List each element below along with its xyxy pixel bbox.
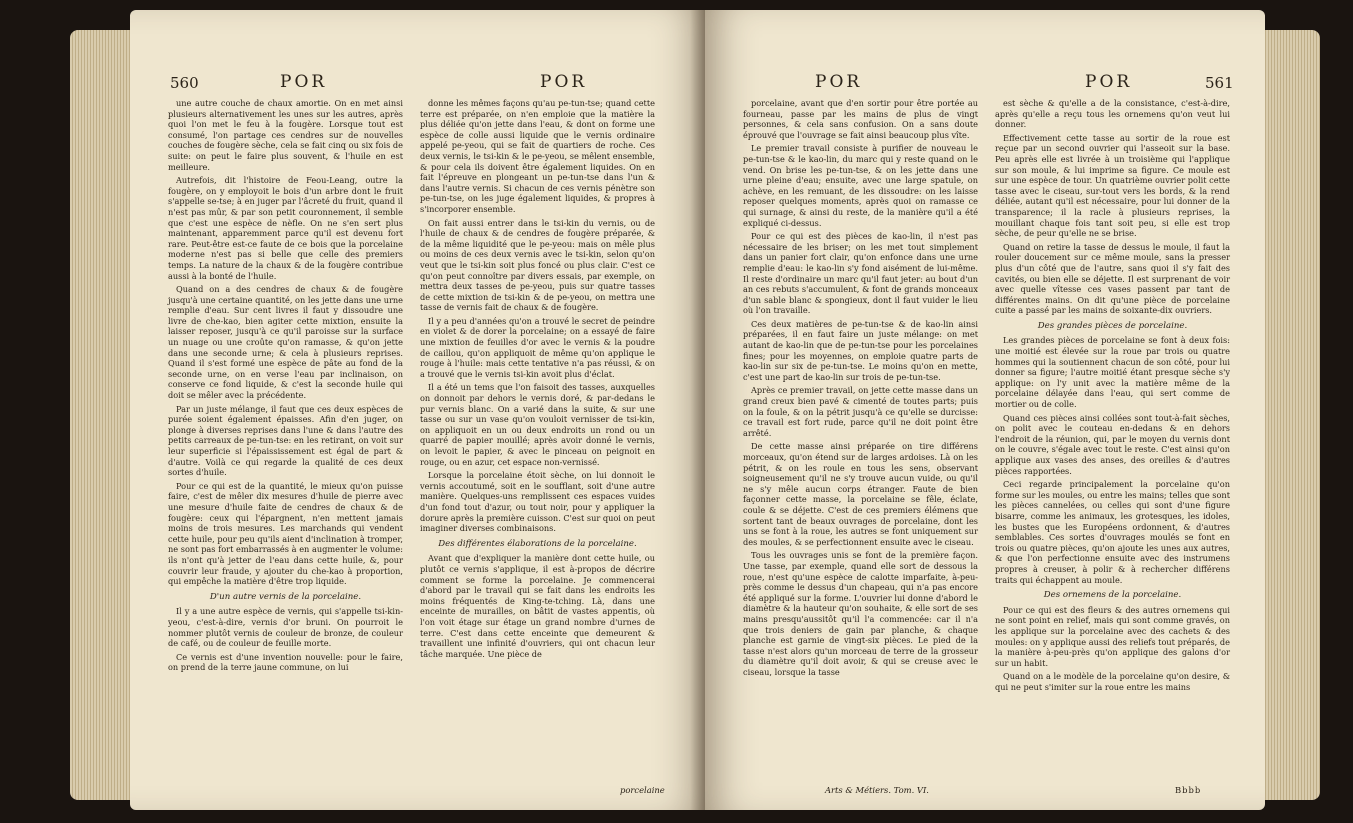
paragraph: De cette masse ainsi préparée on tire différens morceaux, qu'on étend sur de larges ardoises. Là on les pétrit, & on les roule en tous les sens, observant soigneusement qu'il ne s'y trouve aucun vuide, ou qu'il ne s'y mêle aucun corps étranger. Faute de bien façonner cette masse, la porcelaine se fêle, éclate, coule & se déjette. C'est de ces premiers élémens que sortent tant de beaux ouvrages de porcelaine, dont les uns se font à la roue, les autres se font uniquement sur des moules, & se perfectionnent ensuite avec le ciseau.: [743, 441, 978, 547]
section-heading: Des ornemens de la porcelaine.: [1043, 590, 1182, 601]
text-column-left: [743, 98, 978, 680]
left-page: [130, 10, 705, 810]
paragraph: une autre couche de chaux amortie. On en met ainsi plusieurs alternativement les unes sur les autres, après quoi l'on met le feu à la fougère. Lorsque tout est consumé, l'on partage ces cendres sur de nouvelles couches de fougère sèche, cela se fait cinq ou six fois de suite: on peut le faire plus souvent, & l'huile en est meilleure.: [168, 98, 403, 172]
catchword: porcelaine: [620, 785, 665, 795]
right-page: [705, 10, 1265, 810]
paragraph: porcelaine, avant que d'en sortir pour être portée au fourneau, passe par les mains de plus de vingt personnes, & cela sans confusion. On a sans doute éprouvé que l'ouvrage se fait ainsi beaucoup plus vîte.: [743, 98, 978, 140]
right-page-edges: [1265, 30, 1320, 800]
paragraph: Il a été un tems que l'on faisoit des tasses, auxquelles on donnoit par dehors le vernis doré, & par-dedans le pur vernis blanc. On a varié dans la suite, & sur une tasse ou sur un vase qu'on vouloit vernisser de tsi-kin, on appliquoit en un ou deux endroits un rond ou un quarré de papier mouillé; après avoir donné le vernis, on levoit le papier, & avec le pinceau on peignoit en rouge, ou en azur, cet espace non-vernissé.: [420, 382, 655, 467]
paragraph: Par un juste mélange, il faut que ces deux espèces de purée soient également épaisses. Afin d'en juger, on plonge à diverses reprises dans l'une & dans l'autre des petits carreaux de pe-tun-tse: en les retirant, on voit sur leur superficie si l'épaississement est égal de part & d'autre. Voilà ce qui regarde la qualité de ces deux sortes d'huile.: [168, 403, 403, 478]
running-head: POR: [1085, 72, 1133, 92]
paragraph: Pour ce qui est des pièces de kao-lin, il n'est pas nécessaire de les briser; on les met tout simplement dans un panier fort clair, qu'on enfonce dans une urne remplie d'eau: le kao-lin s'y fond aisément de lui-même. Il reste d'ordinaire un marc qu'il faut jeter: au bout d'un an ces rebuts s'accumulent, & font de grands monceaux d'un sable blanc & spongieux, dont il faut vuider le lieu où l'on travaille.: [743, 231, 978, 316]
open-book: [70, 10, 1320, 810]
paragraph: Ce vernis est d'une invention nouvelle: pour le faire, on prend de la terre jaune commune, on lui: [168, 651, 403, 673]
paragraph: Tous les ouvrages unis se font de la première façon. Une tasse, par exemple, quand elle sort de dessous la roue, n'est qu'une espèce de calotte imparfaite, à-peu-près comme le dessus d'un chapeau, qui n'a pas encore été appliqué sur la forme. L'ouvrier lui donne d'abord le diamètre & la hauteur qu'on souhaite, & elle sort de ses mains presqu'aussitôt qu'il l'a commencée: car il n'a que trois deniers de gain par planche, & chaque planche est garnie de vingt-six pièces. Le pied de la tasse n'est alors qu'un morceau de terre de la grosseur du diamètre qu'il doit avoir, & qui se creuse avec le ciseau, lorsque la tasse: [743, 550, 978, 677]
paragraph: Il y a peu d'années qu'on a trouvé le secret de peindre en violet & de dorer la porcelaine; on a essayé de faire une mixtion de feuilles d'or avec le vernis & la poudre de caillou, qu'on appliquoit de même qu'on applique le rouge à l'huile: mais cette tentative n'a pas réussi, & on a trouvé que le vernis tsi-kin avoit plus d'éclat.: [420, 315, 655, 379]
section-heading: D'un autre vernis de la porcelaine.: [209, 591, 362, 602]
paragraph: donne les mêmes façons qu'au pe-tun-tse; quand cette terre est préparée, on n'en emploie que la matière la plus déliée qu'on jette dans l'eau, & dont on forme une espèce de colle aussi liquide que le vernis ordinaire appelé pe-yeou, qui se fait de quartiers de roche. Ces deux vernis, le tsi-kin & le pe-yeou, se mêlent ensemble, & pour cela ils doivent être également liquides. On en fait l'épreuve en plongeant un pe-tun-tse dans l'un & dans l'autre vernis. Si chacun de ces vernis pénètre son pe-tun-tse, on les juge également liquides, & propres à s'incorporer ensemble.: [420, 98, 655, 214]
paragraph: est sèche & qu'elle a de la consistance, c'est-à-dire, après qu'elle a reçu tous les ornemens qu'on veut lui donner.: [995, 98, 1230, 130]
paragraph: Avant que d'expliquer la manière dont cette huile, ou plutôt ce vernis s'applique, il est à-propos de décrire comment se forme la porcelaine. Je commencerai d'abord par le travail qui se fait dans les endroits les moins fréquentés de King-te-tching. Là, dans une enceinte de murailles, on bâtit de vastes appentis, où l'on voit étage sur étage un grand nombre d'urnes de terre. C'est dans cette enceinte que demeurent & travaillent une infinité d'ouvriers, qui ont chacun leur tâche marquée. Une pièce de: [420, 553, 655, 659]
paragraph: Après ce premier travail, on jette cette masse dans un grand creux bien pavé & cimenté de toutes parts; puis on la foule, & on la pétrit jusqu'à ce qu'elle se durcisse: ce travail est fort rude, parce qu'il ne doit point être arrêté.: [743, 385, 978, 438]
left-page-edges: [70, 30, 130, 800]
text-column-right: [995, 98, 1230, 695]
paragraph: Autrefois, dit l'histoire de Feou-Leang, outre la fougère, on y employoit le bois d'un arbre dont le fruit s'appelle se-tse; à en juger par l'âcreté du fruit, quand il n'est pas mûr, & par son petit couronnement, il semble que c'est une espèce de nèfle. On ne s'en sert plus maintenant, apparemment parce qu'il est devenu fort rare. Peut-être est-ce faute de ce bois que la porcelaine moderne n'est pas si belle que celle des premiers temps. La nature de la chaux & de la fougère contribue aussi à la bonté de l'huile.: [168, 175, 403, 281]
page-number: 560: [170, 74, 199, 92]
paragraph: On fait aussi entrer dans le tsi-kin du vernis, ou de l'huile de chaux & de cendres de fougère préparée, & de la même liquidité que le pe-yeou: mais on mêle plus ou moins de ces deux vernis avec le tsi-kin, selon qu'on veut que le tsi-kin soit plus foncé ou plus clair. C'est ce qu'on peut connoître par divers essais, par exemple, on mettra deux tasses de pe-yeou, puis sur quatre tasses de cette mixtion de tsi-kin & de pe-yeou, on mettra une tasse de vernis fait de chaux & de fougère.: [420, 217, 655, 313]
paragraph: Les grandes pièces de porcelaine se font à deux fois: une moitié est élevée sur la roue par trois ou quatre hommes qui la soutiennent chacun de son côté, pour lui donner sa figure; l'autre moitié étant presque sèche s'y applique: on l'y unit avec la matière même de la porcelaine délayée dans l'eau, qui sert comme de mortier ou de colle.: [995, 335, 1230, 410]
paragraph: Il y a une autre espèce de vernis, qui s'appelle tsi-kin-yeou, c'est-à-dire, vernis d'or bruni. On pourroit le nommer plutôt vernis de couleur de bronze, de couleur de café, ou de couleur de feuille morte.: [168, 606, 403, 649]
paragraph: Le premier travail consiste à purifier de nouveau le pe-tun-tse & le kao-lin, du marc qui y reste quand on le vend. On brise les pe-tun-tse, & on les jette dans une urne pleine d'eau; ensuite, avec une large spatule, on achève, en les remuant, de les dissoudre: on les laisse reposer quelques moments, après quoi on ramasse ce qui surnage, & ainsi du reste, de la manière qu'il a été expliqué ci-dessus.: [743, 143, 978, 228]
paragraph: Pour ce qui est de la quantité, le mieux qu'on puisse faire, c'est de mêler dix mesures d'huile de pierre avec une mesure d'huile faite de cendres de chaux & de fougère: ceux qui l'épargnent, n'en mettent jamais moins de trois mesures. Les marchands qui vendent cette huile, pour peu qu'ils aient d'inclination à tromper, ne sont pas fort embarrassés à en augmenter le volume: ils n'ont qu'à jetter de l'eau dans cette huile, &, pour couvrir leur fraude, y ajouter du che-kao à proportion, qui empêche la matière d'être trop liquide.: [168, 480, 403, 587]
section-heading: Des différentes élaborations de la porcelaine.: [438, 538, 637, 549]
section-heading: Des grandes pièces de porcelaine.: [1037, 320, 1188, 331]
page-number: 561: [1205, 74, 1234, 92]
running-head: POR: [540, 72, 588, 92]
paragraph: Quand ces pièces ainsi collées sont tout-à-fait sèches, on polit avec le couteau en-dedans & en dehors l'endroit de la réunion, qui, par le moyen du vernis dont on le couvre, s'égale avec tout le reste. C'est ainsi qu'on applique aux vases des anses, des oreilles & d'autres pièces rapportées.: [995, 412, 1230, 476]
signature-mark: Bbbb: [1175, 785, 1202, 795]
paragraph: Quand on a des cendres de chaux & de fougère jusqu'à une certaine quantité, on les jette dans une urne remplie d'eau. Sur cent livres il faut y dissoudre une livre de che-kao, bien agiter cette mixtion, ensuite la laisser reposer, jusqu'à ce qu'il paroisse sur la surface un nuage ou une croûte qu'on ramasse, & qu'on jette dans une seconde urne; & cela à plusieurs reprises. Quand il s'est formé une espèce de pâte au fond de la seconde urne, on en verse l'eau par inclinaison, on conserve ce fond liquide, & c'est la seconde huile qui doit se mêler avec la précédente.: [168, 284, 404, 401]
paragraph: Effectivement cette tasse au sortir de la roue est reçue par un second ouvrier qui l'asseoit sur la base. Peu après elle est livrée à un troisième qui l'applique sur son moule, & lui imprime sa figure. Ce moule est sur une espèce de tour. Un quatrième ouvrier polit cette tasse avec le ciseau, sur-tout vers les bords, & la rend déliée, autant qu'il est nécessaire, pour lui donner de la transparence; il la racle à plusieurs reprises, la mouillant chaque fois tant soit peu, si elle est trop sèche, de peur qu'elle ne se brise.: [995, 132, 1230, 239]
running-head: POR: [280, 72, 328, 92]
paragraph: Quand on a le modèle de la porcelaine qu'on desire, & qui ne peut s'imiter sur la roue entre les mains: [995, 671, 1230, 692]
paragraph: Ces deux matières de pe-tun-tse & de kao-lin ainsi préparées, il en faut faire un juste mélange: on met autant de kao-lin que de pe-tun-tse pour les porcelaines fines; pour les moyennes, on emploie quatre parts de kao-lin sur six de pe-tun-tse. Le moins qu'on en mette, c'est une part de kao-lin sur trois de pe-tun-tse.: [743, 318, 978, 382]
paragraph: Pour ce qui est des fleurs & des autres ornemens qui ne sont point en relief, mais qui sont comme gravés, on les applique sur la porcelaine avec des cachets & des moules: on y applique aussi des reliefs tout préparés, de la manière à-peu-près qu'on applique des galons d'or sur un habit.: [995, 604, 1230, 668]
running-head: POR: [815, 72, 863, 92]
text-column-left: [168, 98, 403, 676]
footer-volume: Arts & Métiers. Tom. VI.: [825, 785, 929, 795]
paragraph: Lorsque la porcelaine étoit sèche, on lui donnoit le vernis accoutumé, soit en le soufflant, soit d'une autre manière. Quelques-uns remplissent ces espaces vuides d'un fond tout d'azur, ou tout noir, pour y appliquer la dorure après la première cuisson. C'est sur quoi on peut imaginer diverses combinaisons.: [420, 470, 655, 534]
paragraph: Ceci regarde principalement la porcelaine qu'on forme sur les moules, ou entre les mains; telles que sont les pièces cannelées, ou celles qui sont d'une figure bisarre, comme les animaux, les grotesques, les idoles, les bustes que les Européens ordonnent, & d'autres semblables. Ces sortes d'ouvrages moulés se font en trois ou quatre pièces, qu'on ajoute les unes aux autres, & que l'on perfectionne ensuite avec des instrumens propres à creuser, à polir & à rechercher différens traits qui échappent au moule.: [995, 479, 1230, 585]
paragraph: Quand on retire la tasse de dessus le moule, il faut la rouler doucement sur ce même moule, sans la presser plus d'un côté que de l'autre, sans quoi il s'y fait des cavités, ou bien elle se déjette. Il est surprenant de voir avec quelle vîtesse ces vases passent par tant de différentes mains. On dit qu'une pièce de porcelaine cuite a passé par les mains de soixante-dix ouvriers.: [995, 241, 1230, 316]
text-column-right: [420, 98, 655, 662]
